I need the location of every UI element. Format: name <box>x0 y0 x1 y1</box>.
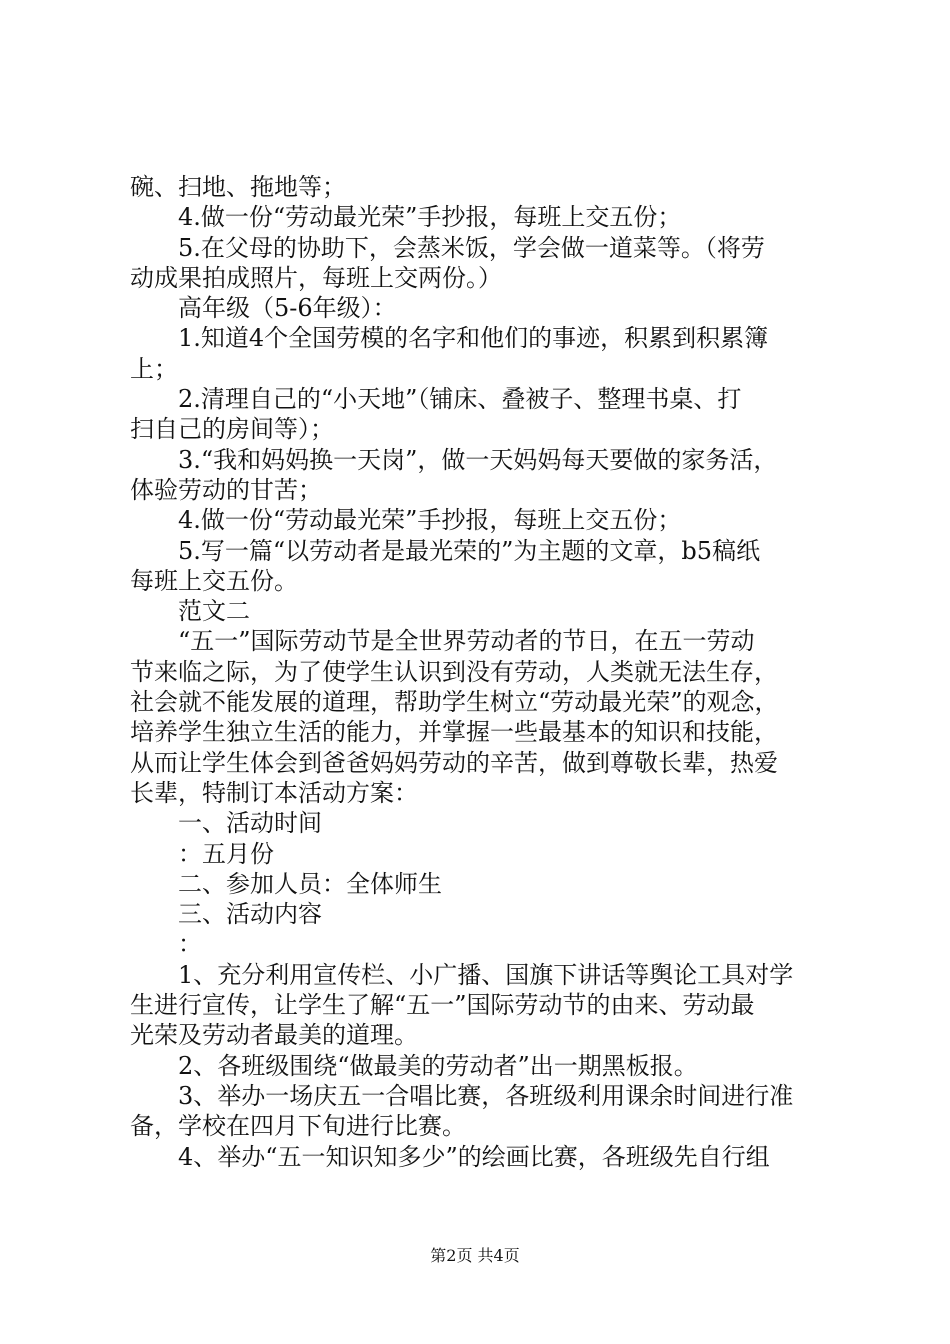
text-line: 节来临之际，为了使学生认识到没有劳动，人类就无法生存， <box>130 657 778 686</box>
text-line: 长辈，特制订本活动方案： <box>130 778 418 807</box>
text-line: 1.知道4个全国劳模的名字和他们的事迹，积累到积累簿 <box>178 324 769 353</box>
text-line: 3、举办一场庆五一合唱比赛，各班级利用课余时间进行准 <box>178 1081 794 1110</box>
text-line: 高年级（5-6年级）： <box>178 294 397 323</box>
text-line: ： <box>178 930 202 959</box>
text-line: 5.写一篇“以劳动者是最光荣的”为主题的文章，b5稿纸 <box>178 536 761 565</box>
text-line: 每班上交五份。 <box>130 566 298 595</box>
text-line: 4、举办“五一知识知多少”的绘画比赛，各班级先自行组 <box>178 1142 770 1171</box>
text-line: 体验劳动的甘苦； <box>130 475 322 504</box>
page-footer: 第2页 共4页 <box>430 1246 520 1265</box>
text-line: 上； <box>130 354 178 383</box>
text-line: 扫自己的房间等）； <box>130 415 334 444</box>
document-body <box>130 172 830 1172</box>
text-line: 5.在父母的协助下，会蒸米饭，学会做一道菜等。（将劳 <box>178 233 765 262</box>
text-line: 碗、扫地、拖地等； <box>130 173 346 201</box>
text-line: 二、参加人员：全体师生 <box>178 869 442 898</box>
text-line: ：五月份 <box>178 839 274 868</box>
text-line: 备，学校在四月下旬进行比赛。 <box>130 1112 466 1141</box>
text-line: 社会就不能发展的道理，帮助学生树立“劳动最光荣”的观念， <box>130 688 779 717</box>
text-line: 2.清理自己的“小天地”（铺床、叠被子、整理书桌、打 <box>178 385 742 414</box>
text-line: 光荣及劳动者最美的道理。 <box>130 1021 418 1050</box>
text-line: 一、活动时间 <box>178 809 322 838</box>
text-line: “五一”国际劳动节是全世界劳动者的节日，在五一劳动 <box>178 627 755 656</box>
text-line: 4.做一份“劳动最光荣”手抄报，每班上交五份； <box>178 506 682 535</box>
text-line: 动成果拍成照片，每班上交两份。） <box>130 263 502 292</box>
text-line: 3.“我和妈妈换一天岗”，做一天妈妈每天要做的家务活， <box>178 445 778 474</box>
text-line: 培养学生独立生活的能力，并掌握一些最基本的知识和技能， <box>130 718 778 747</box>
text-line: 1、充分利用宣传栏、小广播、国旗下讲话等舆论工具对学 <box>178 960 794 989</box>
text-line: 2、各班级围绕“做最美的劳动者”出一期黑板报。 <box>178 1051 698 1080</box>
text-line: 三、活动内容 <box>178 900 322 929</box>
text-line: 生进行宣传，让学生了解“五一”国际劳动节的由来、劳动最 <box>130 991 755 1020</box>
text-line: 4.做一份“劳动最光荣”手抄报，每班上交五份； <box>178 203 682 232</box>
text-line: 范文二 <box>178 597 250 626</box>
text-line: 从而让学生体会到爸爸妈妈劳动的辛苦，做到尊敬长辈，热爱 <box>130 748 778 777</box>
